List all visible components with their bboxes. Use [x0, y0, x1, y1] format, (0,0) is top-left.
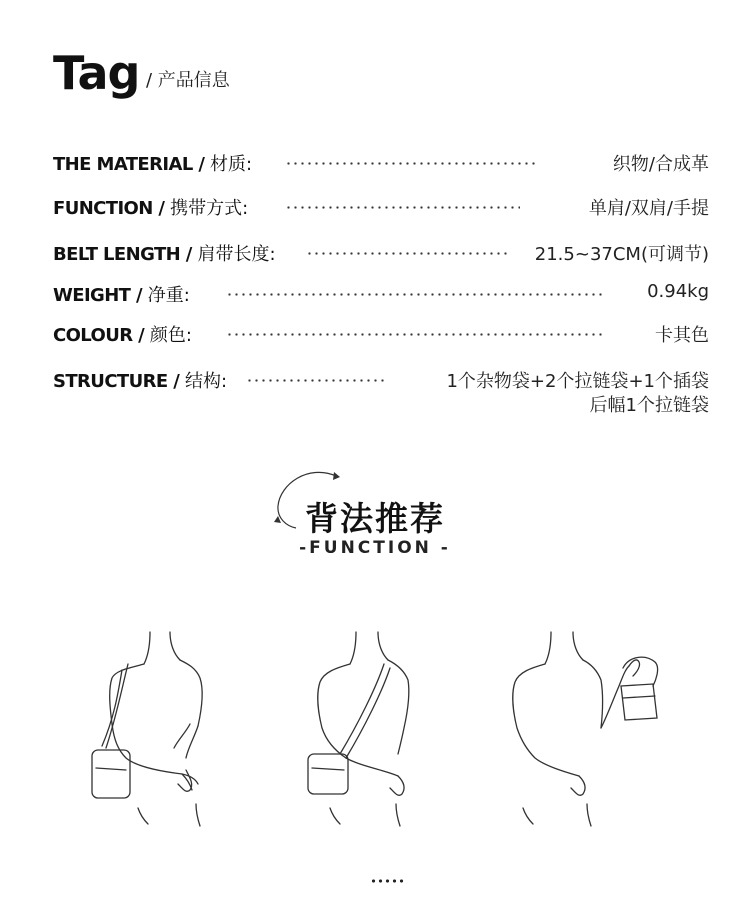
spec-value: 织物/合成革: [612, 154, 709, 175]
spec-row-material: [53, 150, 709, 176]
function-subtitle: -FUNCTION -: [299, 538, 451, 558]
handheld-carry-figure: [505, 628, 665, 828]
dotted-leader: [285, 206, 520, 209]
spec-value-line2: 后幅1个拉链袋: [589, 395, 709, 416]
tag-title: Tag: [53, 46, 140, 100]
function-title: 背法推荐: [305, 499, 445, 538]
dotted-leader: [226, 333, 606, 336]
dotted-leader: [226, 293, 606, 296]
shoulder-carry-figure: [78, 628, 228, 828]
spec-label: BELT LENGTH / 肩带长度:: [53, 244, 276, 265]
dotted-leader: [306, 252, 509, 255]
spec-value: 单肩/双肩/手提: [588, 198, 709, 219]
pagination-dots: [370, 879, 405, 883]
spec-label: FUNCTION / 携带方式:: [53, 198, 249, 219]
spec-label: COLOUR / 颜色:: [53, 325, 192, 346]
spec-row-weight: [53, 281, 709, 307]
spec-label: WEIGHT / 净重:: [53, 285, 190, 306]
spec-row-belt-length: [53, 240, 709, 266]
spec-value: 21.5~37CM(可调节): [534, 244, 709, 265]
spec-row-structure: [53, 367, 709, 417]
spec-row-function: [53, 194, 709, 220]
crossbody-carry-figure: [300, 628, 450, 828]
spec-value: 0.94kg: [647, 281, 709, 302]
spec-label: THE MATERIAL / 材质:: [53, 154, 253, 175]
dotted-leader: [246, 379, 388, 382]
spec-label: STRUCTURE / 结构:: [53, 371, 228, 392]
dotted-leader: [285, 162, 537, 165]
spec-value: 1个杂物袋+2个拉链袋+1个插袋: [446, 371, 709, 392]
spec-value: 卡其色: [655, 325, 709, 346]
tag-subtitle: / 产品信息: [146, 70, 230, 91]
spec-row-colour: [53, 321, 709, 347]
